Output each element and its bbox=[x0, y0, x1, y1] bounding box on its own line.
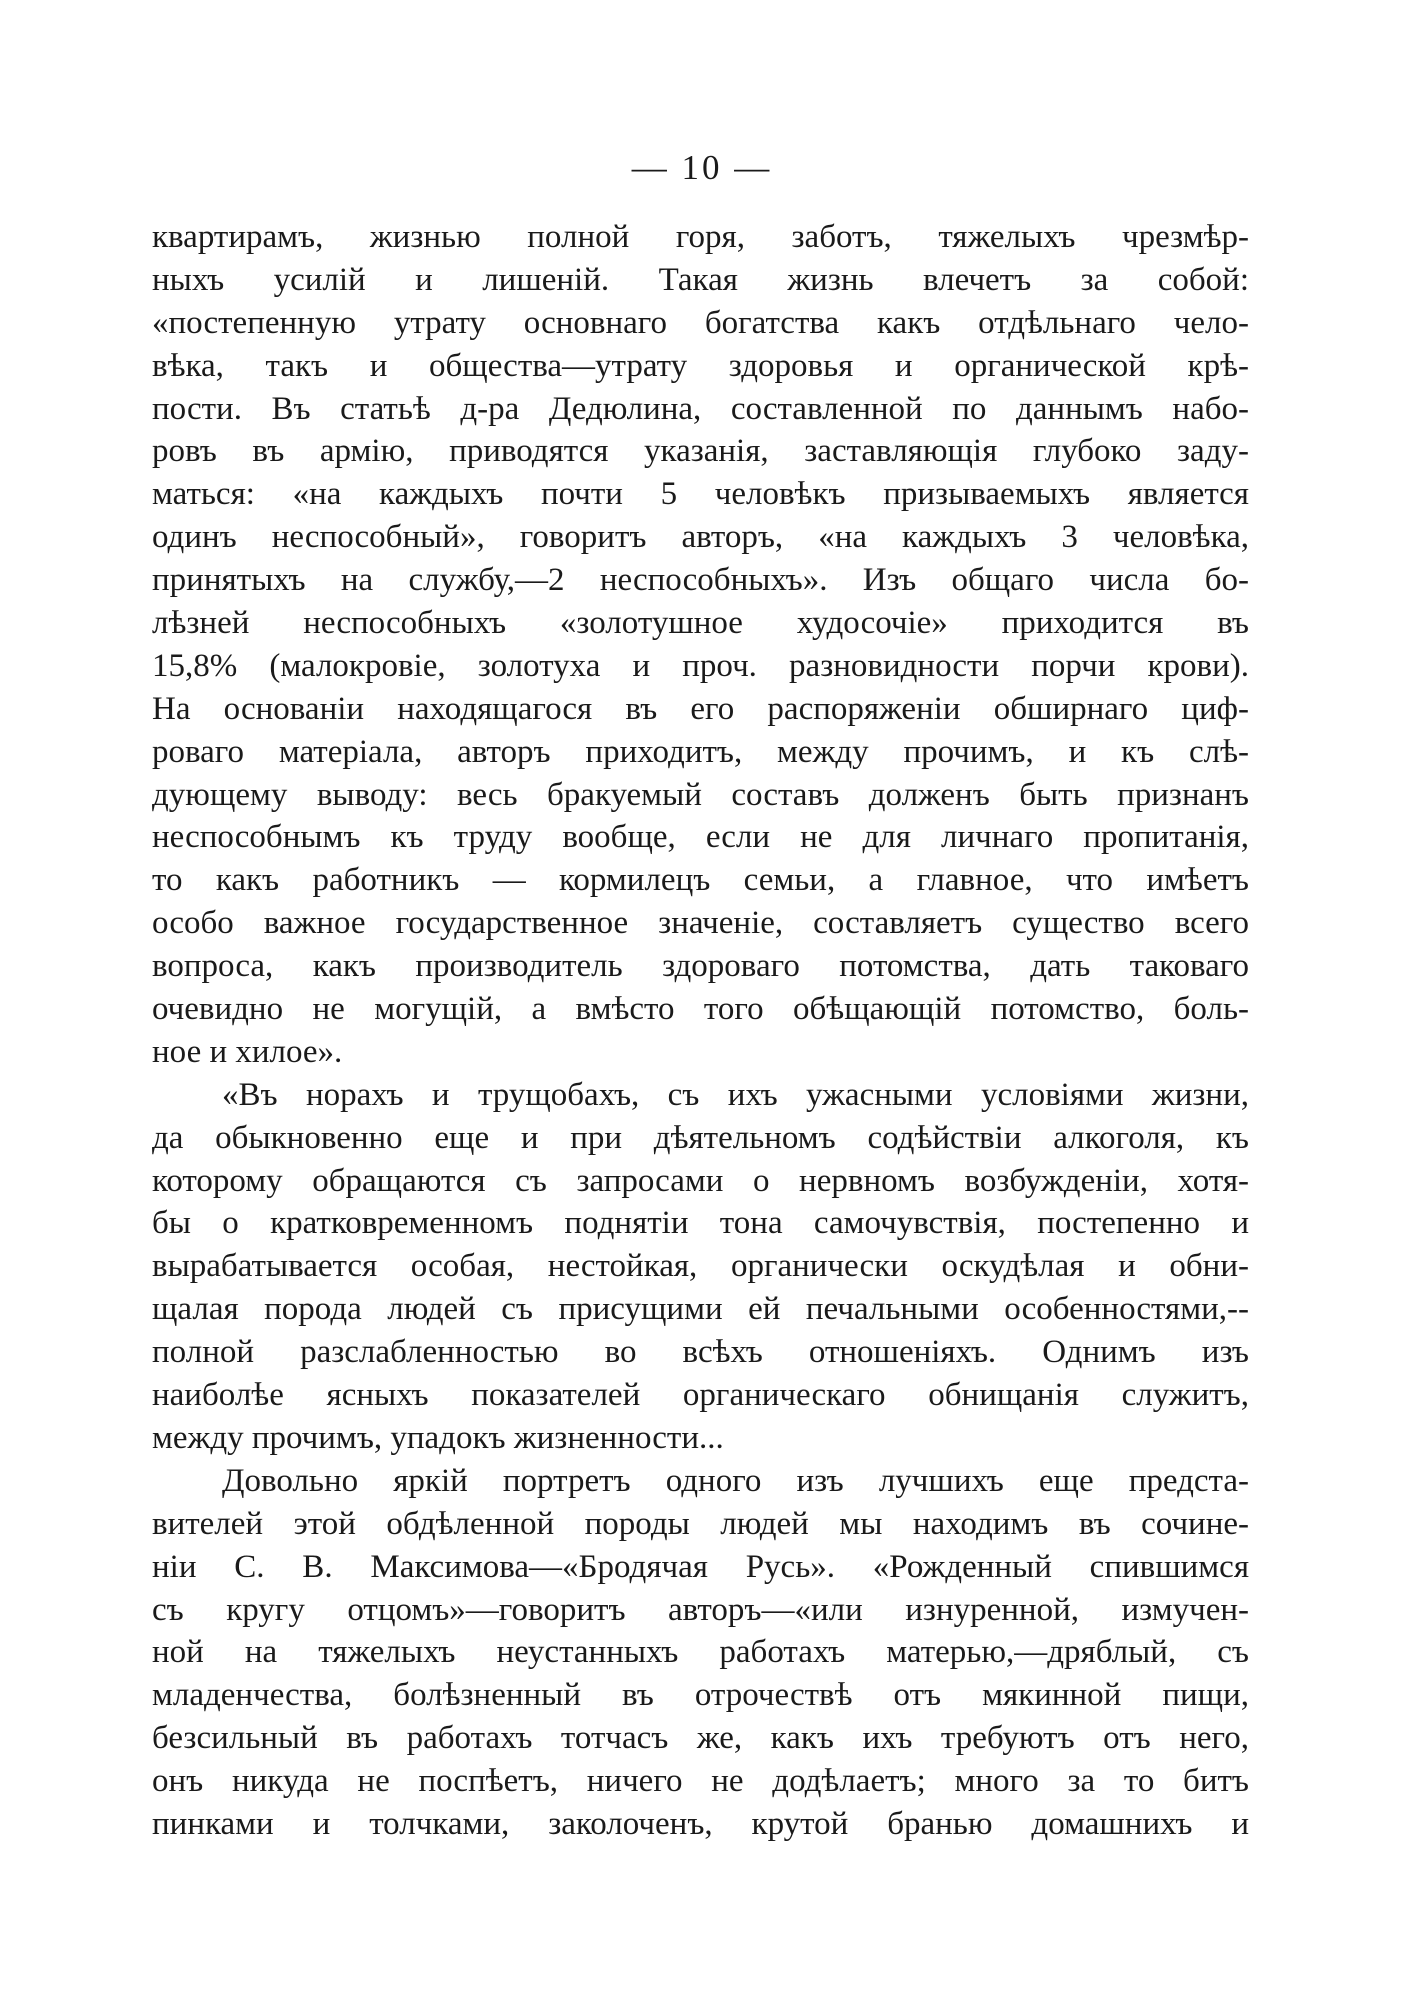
text-line: маться: «на каждыхъ почти 5 человѣкъ призываемыхъ является bbox=[152, 476, 1249, 513]
text-line: неспособнымъ къ труду вообще, если не для личнаго пропитанія, bbox=[152, 819, 1249, 856]
text-line: роваго матеріала, авторъ приходитъ, между прочимъ, и къ слѣ- bbox=[152, 733, 1249, 770]
text-line: вопроса, какъ производитель здороваго потомства, дать таковаго bbox=[152, 948, 1249, 985]
page-number: — 10 — bbox=[631, 148, 773, 187]
text-line: Довольно яркій портретъ одного изъ лучшихъ еще предста- bbox=[222, 1462, 1249, 1499]
text-line: дующему выводу: весь бракуемый составъ долженъ быть признанъ bbox=[152, 776, 1249, 813]
text-line: онъ никуда не поспѣетъ, ничего не додѣлаетъ; много за то битъ bbox=[152, 1763, 1249, 1800]
text-line: очевидно не могущій, а вмѣсто того обѣщающій потомство, боль- bbox=[152, 991, 1249, 1028]
text-line: лѣзней неспособныхъ «золотушное худосочіе» приходится въ bbox=[152, 605, 1249, 642]
text-line: безсильный въ работахъ тотчасъ же, какъ ихъ требуютъ отъ него, bbox=[152, 1720, 1249, 1757]
text-line: то какъ работникъ — кормилецъ семьи, а главное, что имѣетъ bbox=[152, 862, 1249, 899]
text-line: особо важное государственное значеніе, составляетъ существо всего bbox=[152, 905, 1249, 942]
text-line: ныхъ усилій и лишеній. Такая жизнь влечетъ за собой: bbox=[152, 261, 1249, 298]
text-line: вырабатывается особая, нестойкая, органически оскудѣлая и обни- bbox=[152, 1248, 1249, 1285]
text-line: ровъ въ армію, приводятся указанія, заставляющія глубоко заду- bbox=[152, 433, 1249, 470]
text-line: щалая порода людей съ присущими ей печальными особенностями,-- bbox=[152, 1291, 1249, 1328]
text-line: ной на тяжелыхъ неустанныхъ работахъ матерью,—дряблый, съ bbox=[152, 1634, 1249, 1671]
text-line: На основаніи находящагося въ его распоряженіи обширнаго циф- bbox=[152, 690, 1249, 727]
text-line: квартирамъ, жизнью полной горя, заботъ, тяжелыхъ чрезмѣр- bbox=[152, 219, 1249, 255]
text-line: 15,8% (малокровіе, золотуха и проч. разновидности порчи крови). bbox=[152, 647, 1249, 684]
text-line: ніи С. В. Максимова—«Бродячая Русь». «Рожденный спившимся bbox=[152, 1548, 1249, 1585]
text-line: младенчества, болѣзненный въ отрочествѣ отъ мякинной пищи, bbox=[152, 1677, 1249, 1714]
text-line: полной разслабленностью во всѣхъ отношеніяхъ. Однимъ изъ bbox=[152, 1334, 1249, 1371]
text-line: одинъ неспособный», говоритъ авторъ, «на каждыхъ 3 человѣка, bbox=[152, 519, 1249, 556]
text-line: которому обращаются съ запросами о нервномъ возбужденіи, хотя- bbox=[152, 1162, 1249, 1199]
text-line: вѣка, такъ и общества—утрату здоровья и органической крѣ- bbox=[152, 347, 1249, 384]
text-line: пости. Въ статьѣ д-ра Дедюлина, составленной по даннымъ набо- bbox=[152, 390, 1249, 427]
text-line: бы о кратковременномъ поднятіи тона самочувствія, постепенно и bbox=[152, 1205, 1249, 1242]
body-text bbox=[152, 216, 1249, 1846]
text-line: съ кругу отцомъ»—говоритъ авторъ—«или изнуренной, измучен- bbox=[152, 1591, 1249, 1628]
text-line: пинками и толчками, заколоченъ, крутой бранью домашнихъ и bbox=[152, 1805, 1249, 1842]
text-line: «постепенную утрату основнаго богатства какъ отдѣльнаго чело- bbox=[152, 304, 1249, 341]
text-line: наиболѣе ясныхъ показателей органическаго обнищанія служитъ, bbox=[152, 1377, 1249, 1414]
text-line: «Въ норахъ и трущобахъ, съ ихъ ужасными условіями жизни, bbox=[222, 1076, 1249, 1113]
text-line: принятыхъ на службу,—2 неспособныхъ». Изъ общаго числа бо- bbox=[152, 562, 1249, 599]
text-line: вителей этой обдѣленной породы людей мы находимъ въ сочине- bbox=[152, 1505, 1249, 1542]
text-line: между прочимъ, упадокъ жизненности... bbox=[152, 1419, 724, 1456]
text-line: ное и хилое». bbox=[152, 1033, 343, 1070]
text-line: да обыкновенно еще и при дѣятельномъ содѣйствіи алкоголя, къ bbox=[152, 1119, 1249, 1156]
